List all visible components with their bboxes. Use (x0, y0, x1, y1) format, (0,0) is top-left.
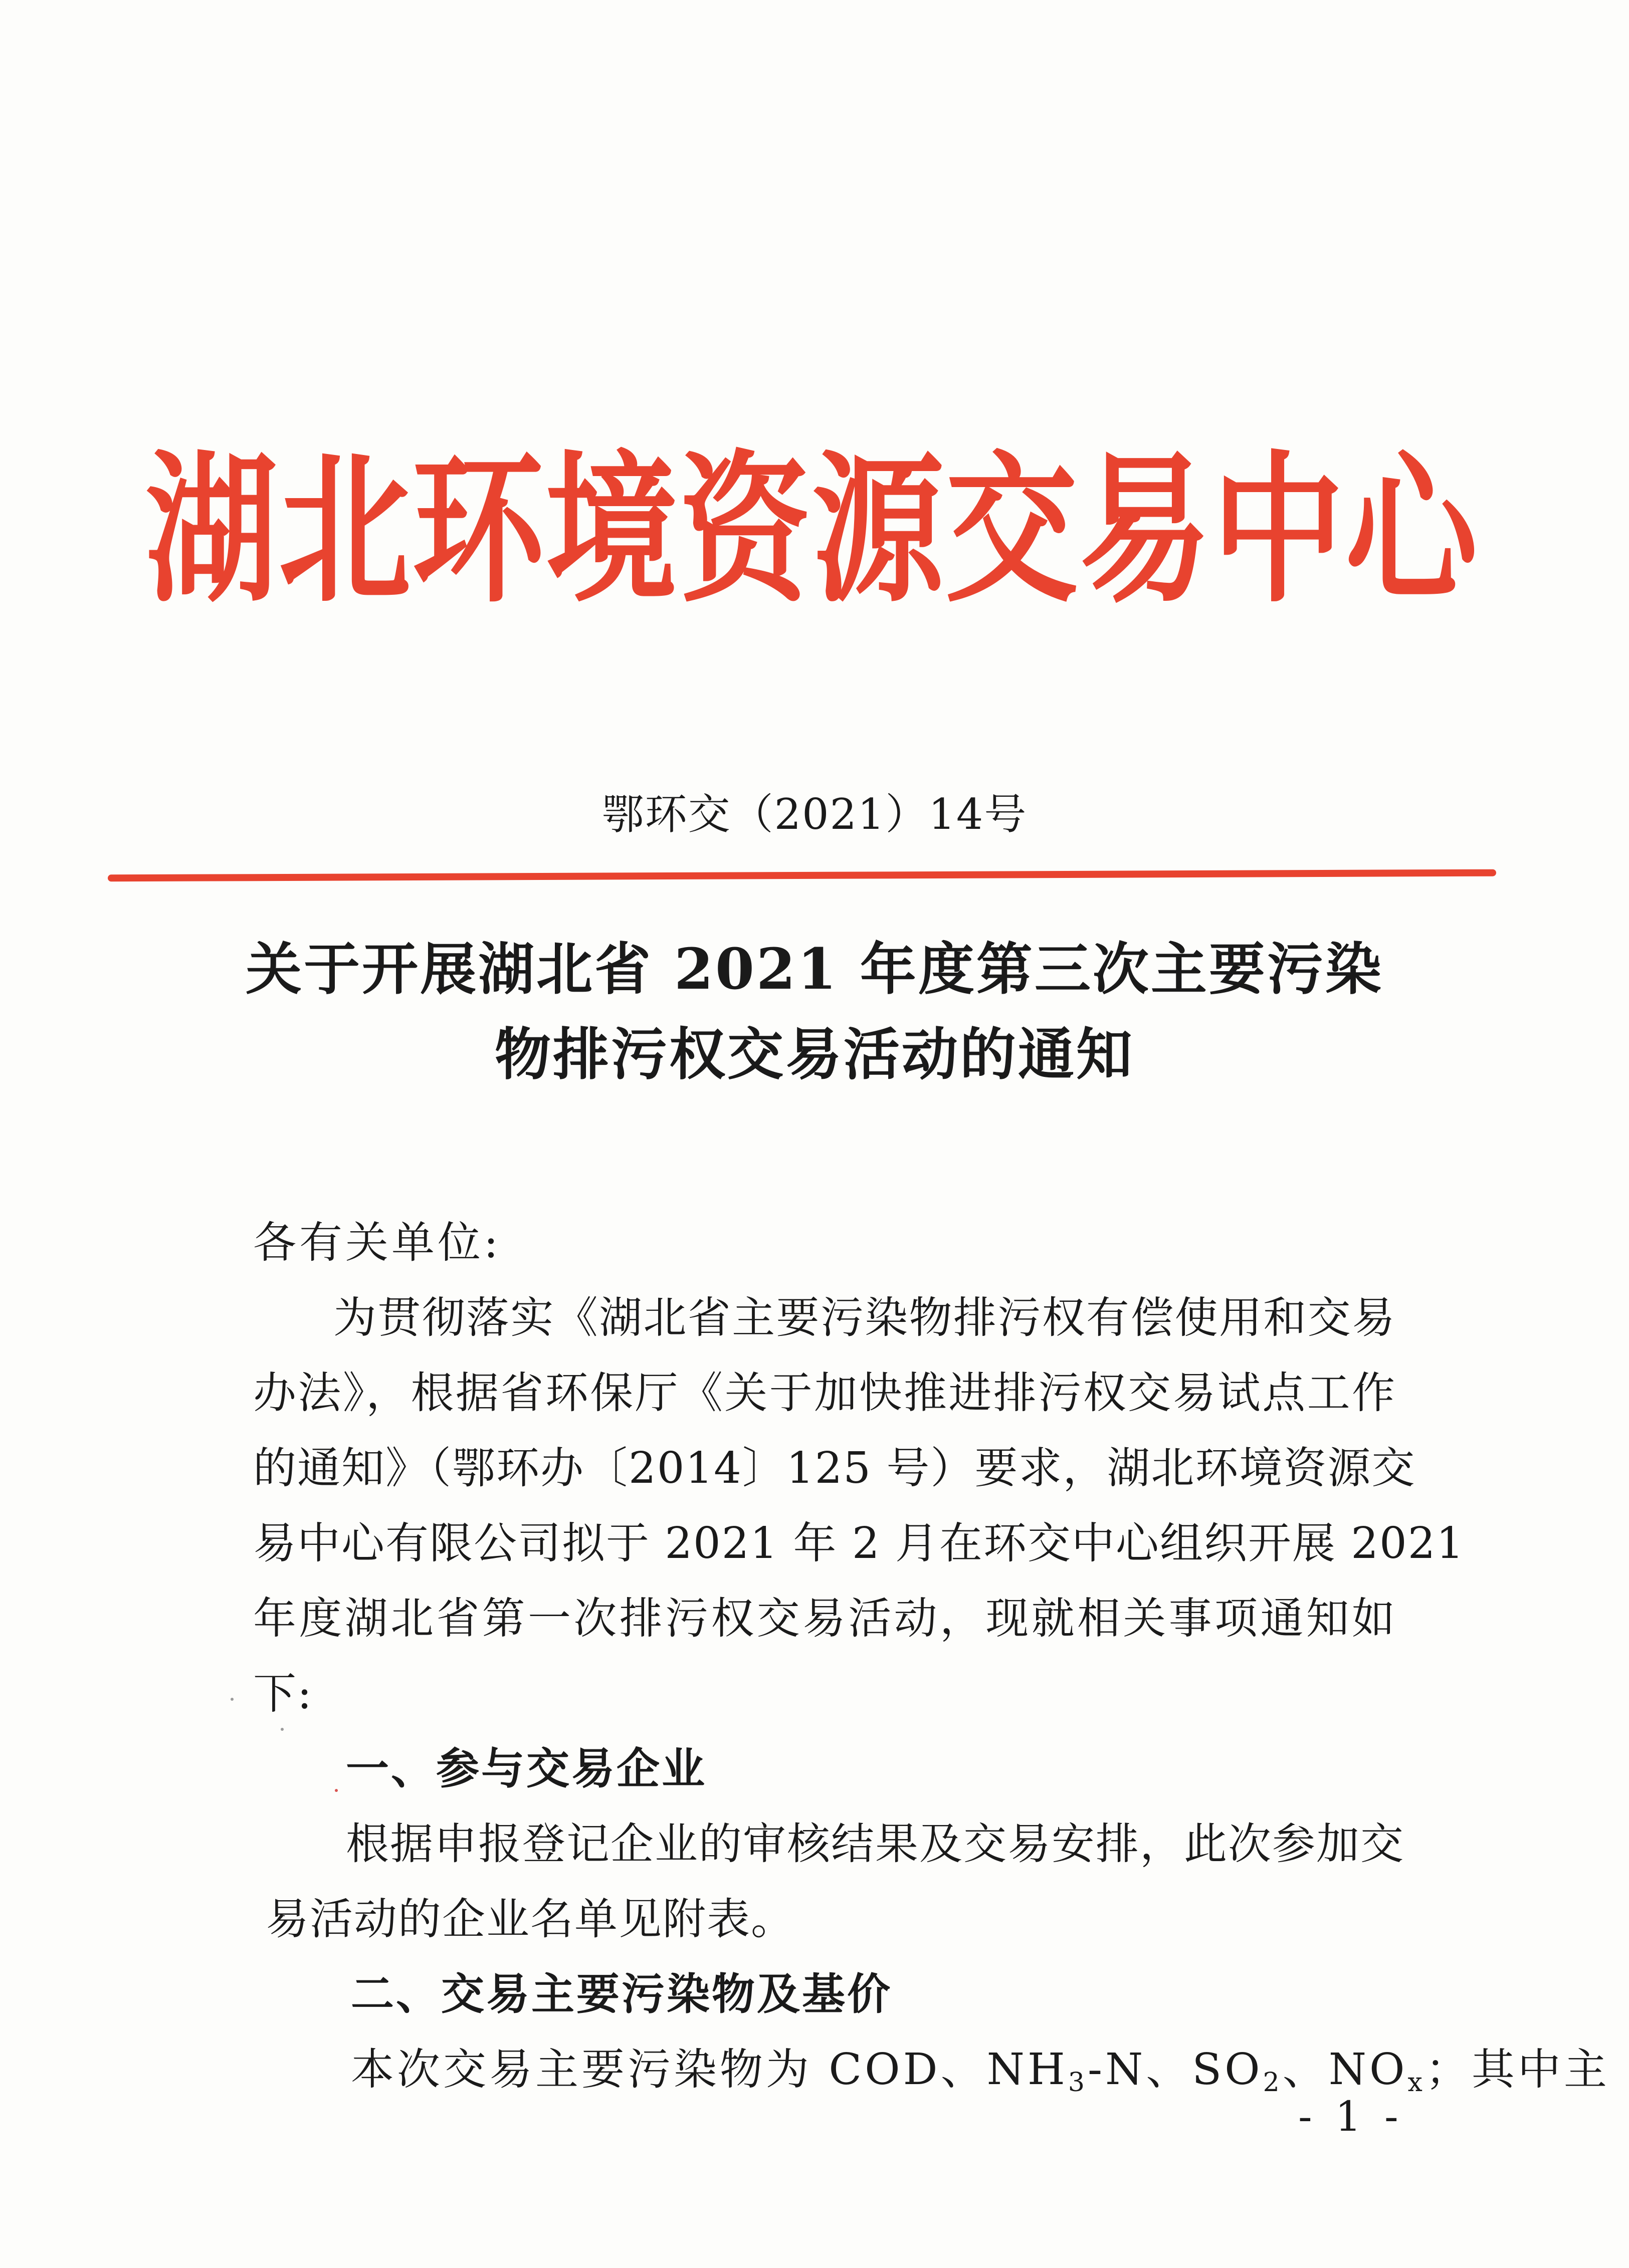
doc-number: 鄂环交（2021）14号 (601, 790, 1028, 839)
masthead: 湖北环境资源交易中心 (145, 437, 1479, 625)
intro-line-5: 年度湖北省第一次排污权交易活动，现就相关事项通知如 (253, 1594, 1396, 1644)
pollutant-text-prefix: 本次交易主要污染物为 COD、NH (351, 2045, 1068, 2095)
title-line-2: 物排污权交易活动的通知 (495, 1022, 1134, 1087)
scan-speck (231, 1698, 234, 1701)
nox-subscript: x (1407, 2068, 1426, 2098)
section2-line-1 (351, 2039, 1610, 2100)
red-rule (108, 869, 1496, 882)
intro-line-6: 下: (253, 1669, 313, 1719)
scan-speck (281, 1728, 284, 1731)
section1-line-2: 易活动的企业名单见附表。 (266, 1894, 795, 1944)
so2-subscript: 2 (1263, 2068, 1283, 2098)
salutation: 各有关单位: (253, 1218, 501, 1268)
page-number: - 1 - (1298, 2093, 1403, 2141)
title-line-1: 关于开展湖北省 2021 年度第三次主要污染 (246, 937, 1383, 1002)
section1-line-1: 根据申报登记企业的审核结果及交易安排，此次参加交 (346, 1819, 1404, 1869)
nh3-subscript: 3 (1068, 2068, 1088, 2098)
scan-speck (335, 1789, 338, 1792)
pollutant-text-separator: 、NO (1282, 2045, 1408, 2095)
intro-line-1: 为贯彻落实《湖北省主要污染物排污权有偿使用和交易 (333, 1293, 1396, 1343)
pollutant-text-nh3-suffix: -N、SO (1087, 2045, 1263, 2095)
intro-line-4: 易中心有限公司拟于 2021 年 2 月在环交中心组织开展 2021 (253, 1518, 1465, 1568)
pollutant-text-suffix: ；其中主 (1425, 2045, 1610, 2095)
section1-heading: 一、参与交易企业 (346, 1744, 707, 1794)
intro-line-2: 办法》，根据省环保厅《关于加快推进排污权交易试点工作 (253, 1368, 1396, 1418)
intro-line-3: 的通知》（鄂环办〔2014〕125 号）要求，湖北环境资源交 (253, 1443, 1416, 1493)
section2-heading: 二、交易主要污染物及基价 (351, 1969, 892, 2019)
